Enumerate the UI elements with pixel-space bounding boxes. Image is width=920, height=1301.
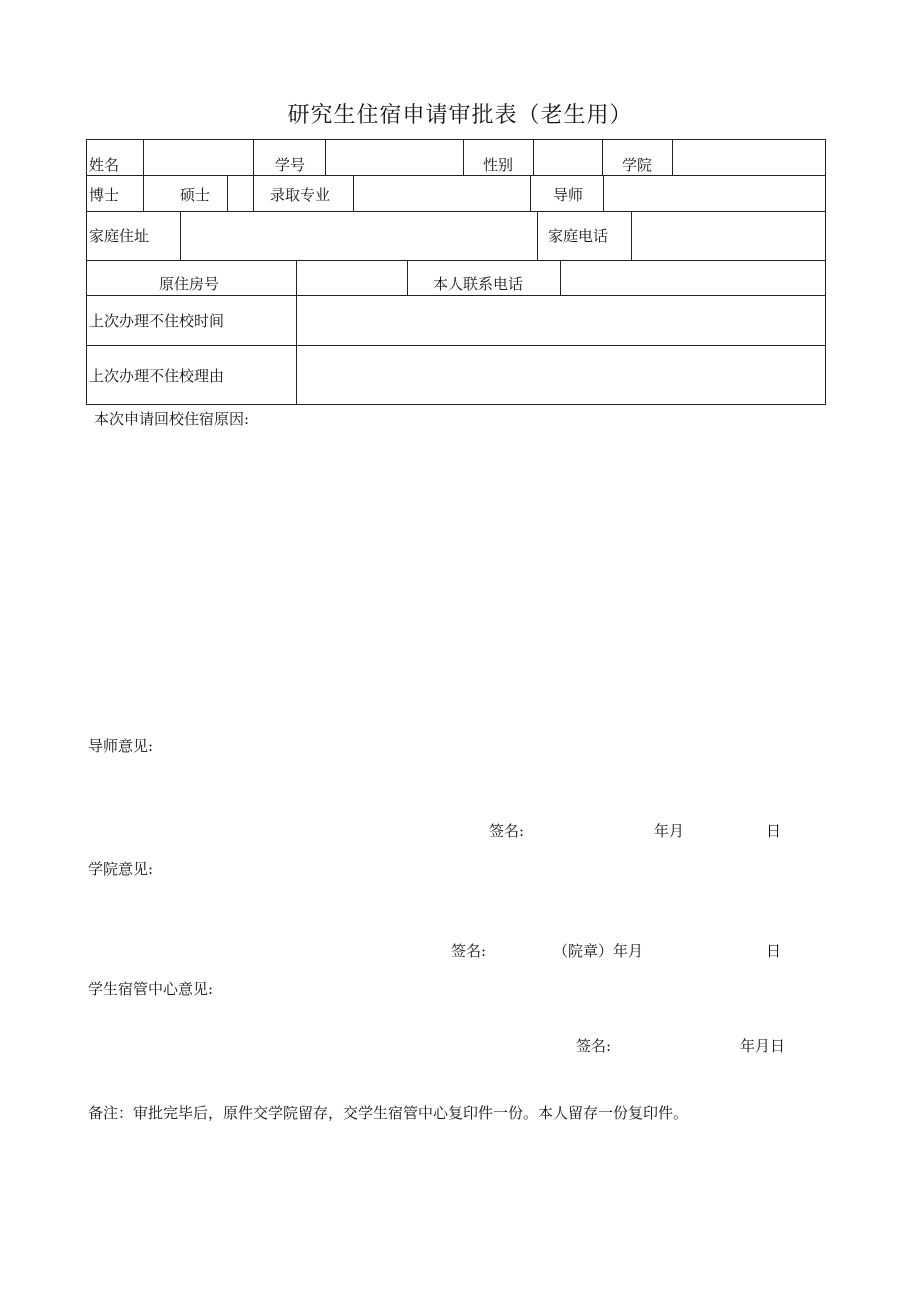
col-divider — [463, 139, 464, 175]
advisor-signature-label: 签名: — [489, 822, 525, 840]
home-phone-label: 家庭电话 — [548, 227, 609, 245]
contact-phone-label: 本人联系电话 — [433, 275, 524, 293]
advisor-field[interactable] — [604, 176, 825, 211]
col-divider — [253, 139, 254, 175]
last-offcampus-reason-label: 上次办理不住校理由 — [89, 367, 225, 385]
student-id-label: 学号 — [275, 156, 306, 174]
name-field[interactable] — [144, 140, 253, 175]
col-divider — [602, 139, 603, 175]
home-phone-field[interactable] — [632, 212, 825, 260]
phd-label: 博士 — [89, 186, 120, 204]
college-signature-label: 签名: — [451, 942, 487, 960]
college-seal-date: （院章）年月 — [553, 942, 644, 960]
student-id-field[interactable] — [326, 140, 463, 175]
master-label: 硕士 — [180, 186, 211, 204]
college-date-day: 日 — [766, 942, 782, 960]
room-number-field[interactable] — [297, 261, 407, 295]
advisor-label: 导师 — [553, 186, 584, 204]
page-title: 研究生住宿申请审批表（老生用） — [287, 103, 633, 128]
contact-phone-field[interactable] — [561, 261, 825, 295]
table-border-right — [825, 139, 826, 405]
col-divider — [407, 260, 408, 295]
college-opinion-label: 学院意见: — [88, 860, 154, 878]
last-offcampus-time-field[interactable] — [297, 296, 825, 345]
return-reason-area[interactable] — [86, 432, 826, 722]
advisor-date-day: 日 — [766, 822, 782, 840]
remarks-note: 备注：审批完毕后，原件交学院留存，交学生宿管中心复印件一份。本人留存一份复印件。 — [88, 1104, 689, 1122]
college-label: 学院 — [622, 156, 653, 174]
home-address-field[interactable] — [181, 212, 537, 260]
col-divider — [143, 175, 144, 211]
advisor-date-year-month: 年月 — [654, 822, 685, 840]
degree-checkbox[interactable] — [228, 176, 253, 211]
col-divider — [537, 211, 538, 260]
center-date: 年月日 — [740, 1037, 786, 1055]
gender-label: 性别 — [483, 156, 514, 174]
center-signature-label: 签名: — [576, 1037, 612, 1055]
center-opinion-label: 学生宿管中心意见: — [88, 980, 214, 998]
college-field[interactable] — [673, 140, 825, 175]
gender-field[interactable] — [534, 140, 602, 175]
home-address-label: 家庭住址 — [89, 227, 150, 245]
last-offcampus-reason-field[interactable] — [297, 346, 825, 404]
col-divider — [253, 175, 254, 211]
return-reason-label: 本次申请回校住宿原因: — [94, 410, 250, 428]
last-offcampus-time-label: 上次办理不住校时间 — [89, 312, 225, 330]
major-label: 录取专业 — [270, 186, 331, 204]
table-border-bottom — [86, 404, 826, 405]
col-divider — [530, 175, 531, 211]
advisor-opinion-label: 导师意见: — [88, 737, 154, 755]
major-field[interactable] — [354, 176, 530, 211]
room-number-label: 原住房号 — [159, 275, 220, 293]
name-label: 姓名 — [89, 156, 120, 174]
table-border-left — [86, 139, 87, 405]
